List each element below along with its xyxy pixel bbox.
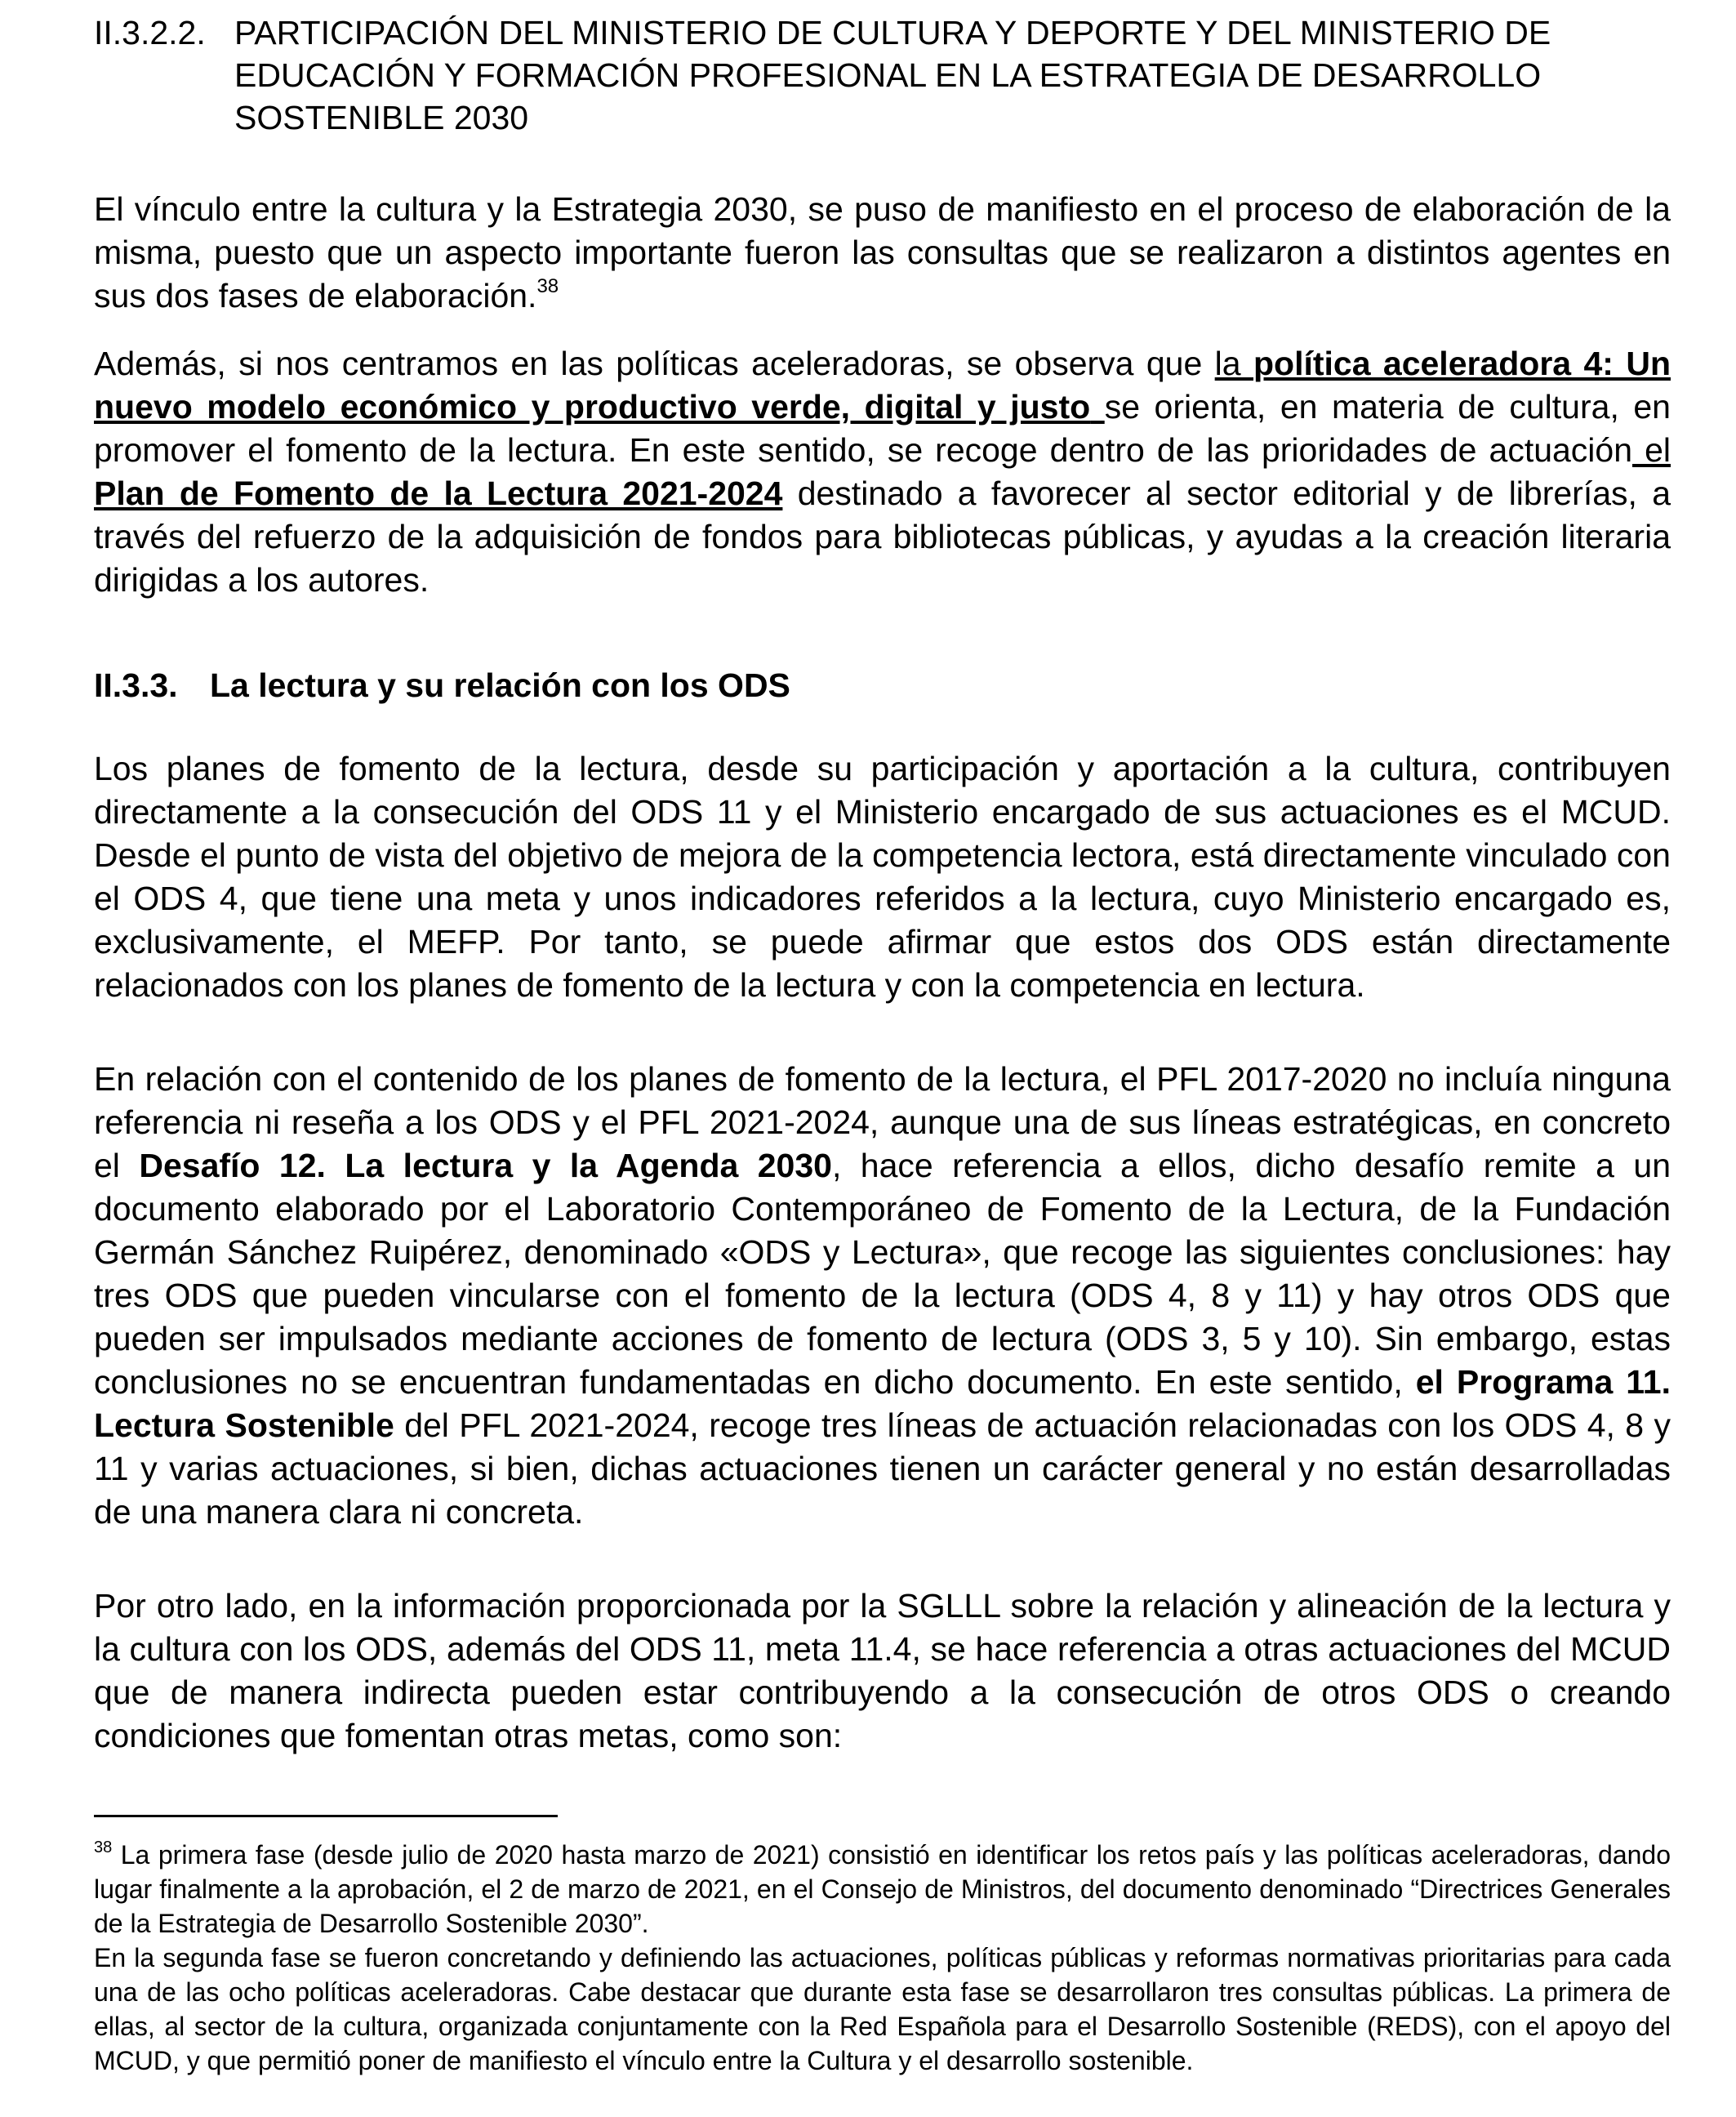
paragraph-politicas-aceleradoras: [94, 342, 1671, 602]
footnote-38: [94, 1838, 1671, 1941]
text-run: , hace referencia a ellos, dicho desafío remite a un documento elaborado por el Laboratorio Contemporáneo de Fomento de la Lectura, de la Fundación Germán Sánchez Ruipérez, denominado «ODS y Lectura», que recoge las siguientes conclusiones: hay tres ODS que pueden vincularse con el fomento de la lectura (ODS 4, 8 y 11) y hay otros ODS que pueden ser impulsados mediante acciones de fomento de lectura (ODS 3, 5 y 10). Sin embargo, estas conclusiones no se encuentran fundamentadas en dicho documento. En este sentido,: [94, 1147, 1671, 1401]
footnote-number: 38: [94, 1838, 113, 1856]
section-title: PARTICIPACIÓN DEL MINISTERIO DE CULTURA Y DEPORTE Y DEL MINISTERIO DE EDUCACIÓN Y FORMACIÓN PROFESIONAL EN LA ESTRATEGIA DE DESARROLLO SOSTENIBLE 2030: [234, 14, 1551, 136]
paragraph-text: Por otro lado, en la información proporcionada por la SGLLL sobre la relación y alineación de la lectura y la cultura con los ODS, además del ODS 11, meta 11.4, se hace referencia a otras actuaciones del MCUD que de manera indirecta pueden estar contribuyendo a la consecución de otros ODS o creando condiciones que fomentan otras metas, como son:: [94, 1587, 1671, 1754]
underlined-space: [1090, 388, 1105, 426]
subsection-heading: [94, 664, 1671, 706]
subsection-number: II.3.3.: [94, 666, 178, 704]
underlined-text: el: [1632, 431, 1671, 469]
text-run: destinado a favorecer al sector editorial y de librerías, a través del refuerzo de la adquisición de fondos para bibliotecas públicas, y ayudas a la creación literaria dirigidas a los autores.: [94, 475, 1671, 599]
footnote-text: En la segunda fase se fueron concretando y definiendo las actuaciones, políticas públicas y reformas normativas prioritarias para cada una de las ocho políticas aceleradoras. Cabe destacar que durante esta fase se desarrollaron tres consultas públicas. La primera de ellas, al sector de la cultura, organizada conjuntamente con la Red Española para el Desarrollo Sostenible (REDS), con el apoyo del MCUD, y que permitió poner de manifiesto el vínculo entre la Cultura y el desarrollo sostenible.: [94, 1943, 1671, 2075]
footnote-text: La primera fase (desde julio de 2020 hasta marzo de 2021) consistió en identificar los retos país y las políticas aceleradoras, dando lugar finalmente a la aprobación, el 2 de marzo de 2021, en el Consejo de Ministros, del documento denominado “Directrices Generales de la Estrategia de Desarrollo Sostenible 2030”.: [94, 1840, 1671, 1938]
paragraph-contenido-planes: [94, 1058, 1671, 1534]
footnote-38-continued: [94, 1941, 1671, 2078]
section-number: II.3.2.2.: [94, 14, 206, 51]
text-run: En relación con el contenido de los planes de fomento de la lectura, el PFL 2017-2020 no incluía ninguna referencia ni reseña a los ODS y el PFL 2021-2024, aunque una de sus líneas estratégicas, en concreto el: [94, 1060, 1671, 1184]
programa-11-emphasis: el Programa 11. Lectura Sostenible: [94, 1363, 1671, 1444]
paragraph-planes-fomento: [94, 747, 1671, 1007]
underlined-text: la: [1214, 345, 1253, 382]
paragraph-sglll: [94, 1584, 1671, 1758]
section-heading: [94, 11, 1671, 139]
footnote-reference[interactable]: 38: [536, 275, 559, 297]
politica-aceleradora-link: política aceleradora 4: Un nuevo modelo económico y productivo verde, digital y justo: [94, 345, 1671, 426]
text-run: se orienta, en materia de cultura, en promover el fomento de la lectura. En este sentido, se recoge dentro de las prioridades de actuación: [94, 388, 1671, 469]
text-run: Además, si nos centramos en las políticas aceleradoras, se observa que: [94, 345, 1215, 382]
footnote-separator: [94, 1815, 558, 1817]
paragraph-text: Los planes de fomento de la lectura, desde su participación y aportación a la cultura, contribuyen directamente a la consecución del ODS 11 y el Ministerio encargado de sus actuaciones es el MCUD. Desde el punto de vista del objetivo de mejora de la competencia lectora, está directamente vinculado con el ODS 4, que tiene una meta y unos indicadores referidos a la lectura, cuyo Ministerio encargado es, exclusivamente, el MEFP. Por tanto, se puede afirmar que estos dos ODS están directamente relacionados con los planes de fomento de la lectura y con la competencia en lectura.: [94, 750, 1671, 1004]
paragraph-estrategia-2030: [94, 188, 1671, 318]
plan-fomento-lectura-emphasis: Plan de Fomento de la Lectura 2021-2024: [94, 475, 783, 512]
footnotes: [94, 1838, 1671, 2078]
subsection-title: La lectura y su relación con los ODS: [210, 666, 790, 704]
text-run: del PFL 2021-2024, recoge tres líneas de actuación relacionadas con los ODS 4, 8 y 11 y varias actuaciones, si bien, dichas actuaciones tienen un carácter general y no están desarrolladas de una manera clara ni concreta.: [94, 1406, 1671, 1531]
desafio-12-emphasis: Desafío 12. La lectura y la Agenda 2030: [139, 1147, 832, 1184]
paragraph-text: El vínculo entre la cultura y la Estrategia 2030, se puso de manifiesto en el proceso de elaboración de la misma, puesto que un aspecto importante fueron las consultas que se realizaron a distintos agentes en sus dos fases de elaboración.: [94, 190, 1671, 314]
